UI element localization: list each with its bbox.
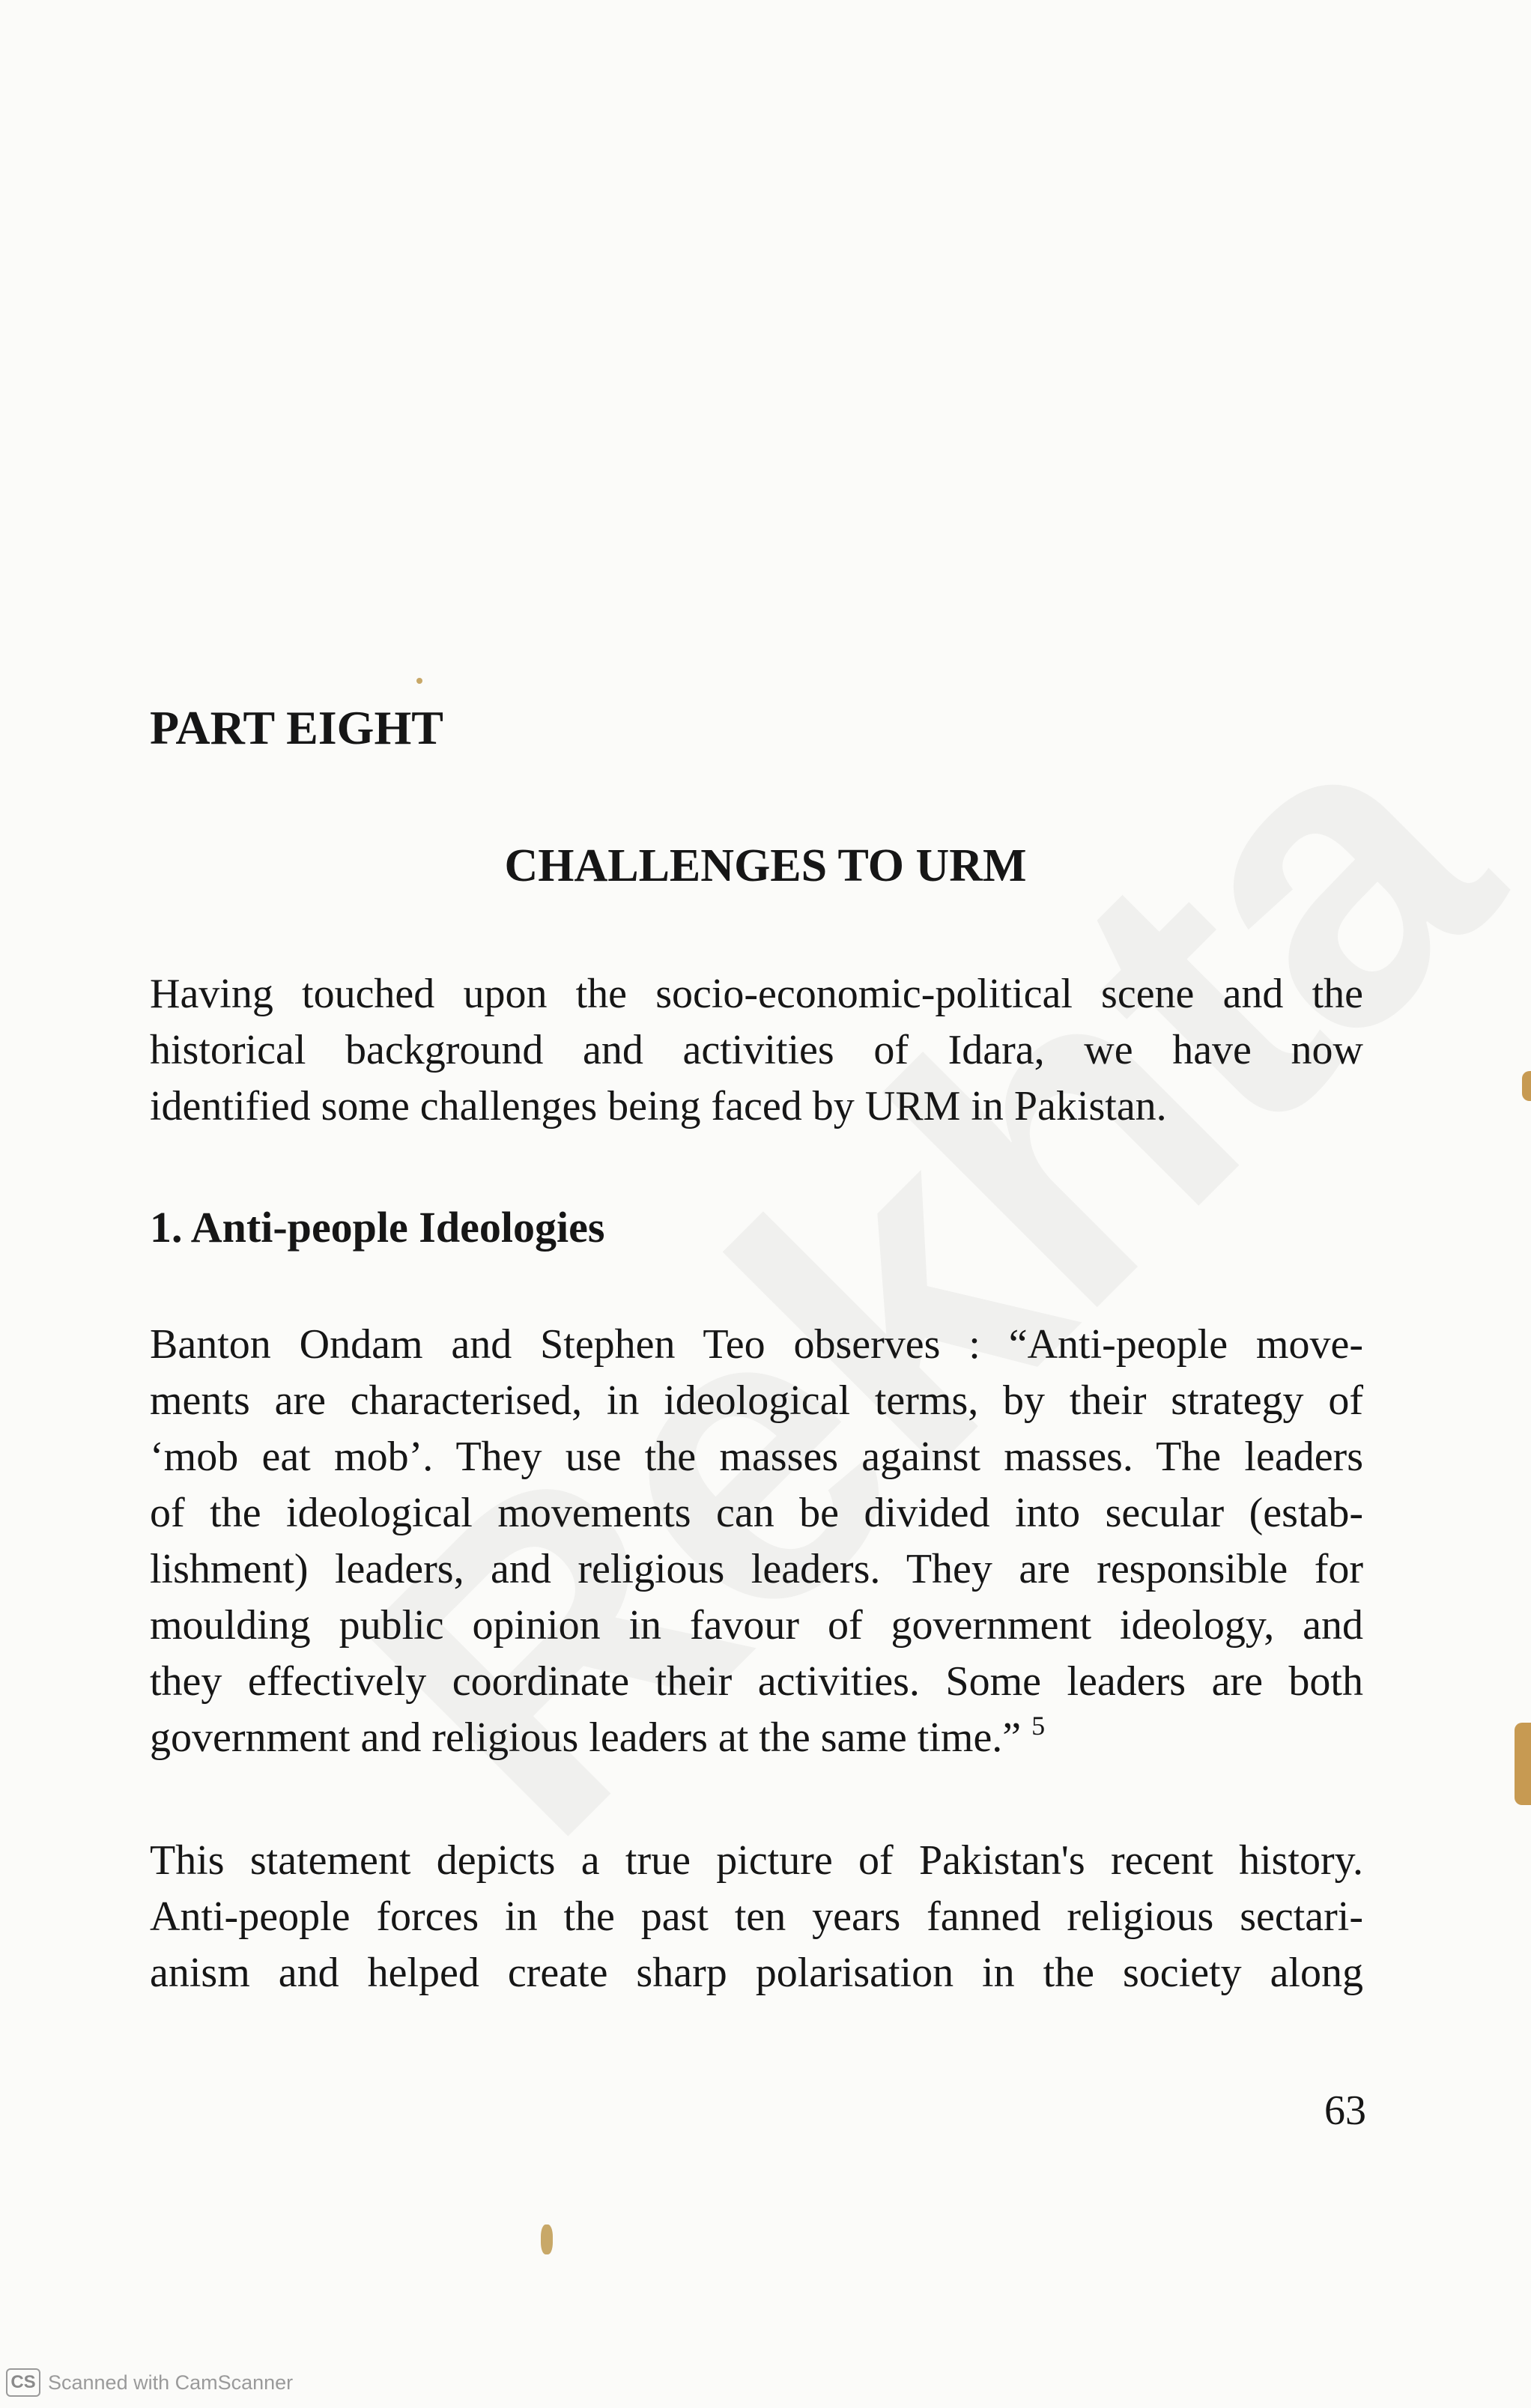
camscanner-icon: CS	[6, 2368, 40, 2397]
paper-speck	[416, 678, 422, 684]
edge-stain	[1522, 1071, 1531, 1101]
edge-stain	[1515, 1723, 1531, 1805]
chapter-title: CHALLENGES TO URM	[504, 840, 1027, 891]
text-line: Anti-people forces in the past ten years fanned religious sectari-	[150, 1893, 1363, 1940]
quote-last-line-text: government and religious leaders at the same time.”	[150, 1714, 1022, 1761]
text-line	[150, 1710, 1363, 1766]
text-line: ments are characterised, in ideological terms, by their strategy of	[150, 1377, 1363, 1424]
text-line: ‘mob eat mob’. They use the masses against masses. The leaders	[150, 1434, 1363, 1480]
page-number: 63	[1324, 2087, 1366, 2134]
scanner-label: Scanned with CamScanner	[48, 2371, 294, 2394]
text-line: Banton Ondam and Stephen Teo observes : “Anti-people move-	[150, 1321, 1363, 1368]
text-line: moulding public opinion in favour of government ideology, and	[150, 1602, 1363, 1649]
section-heading: 1. Anti-people Ideologies	[150, 1203, 605, 1252]
text-line: This statement depicts a true picture of Pakistan's recent history.	[150, 1837, 1363, 1884]
text-line: lishment) leaders, and religious leaders. They are responsible for	[150, 1546, 1363, 1592]
text-line: anism and helped create sharp polarisation in the society along	[150, 1950, 1363, 1996]
scanner-badge	[6, 2368, 293, 2397]
intro-paragraph	[150, 966, 1363, 1135]
text-line: historical background and activities of Idara, we have now	[150, 1027, 1363, 1073]
part-heading: PART EIGHT	[150, 701, 443, 754]
text-line: Having touched upon the socio-economic-political scene and the	[150, 971, 1363, 1017]
text-line: identified some challenges being faced by URM in Pakistan.	[150, 1083, 1167, 1129]
text-line: they effectively coordinate their activities. Some leaders are both	[150, 1658, 1363, 1705]
text-line: of the ideological movements can be divided into secular (estab-	[150, 1490, 1363, 1536]
quote-paragraph	[150, 1317, 1363, 1766]
paper-speck	[541, 2224, 553, 2254]
footnote-marker: 5	[1031, 1711, 1046, 1741]
closing-paragraph	[150, 1833, 1363, 2001]
